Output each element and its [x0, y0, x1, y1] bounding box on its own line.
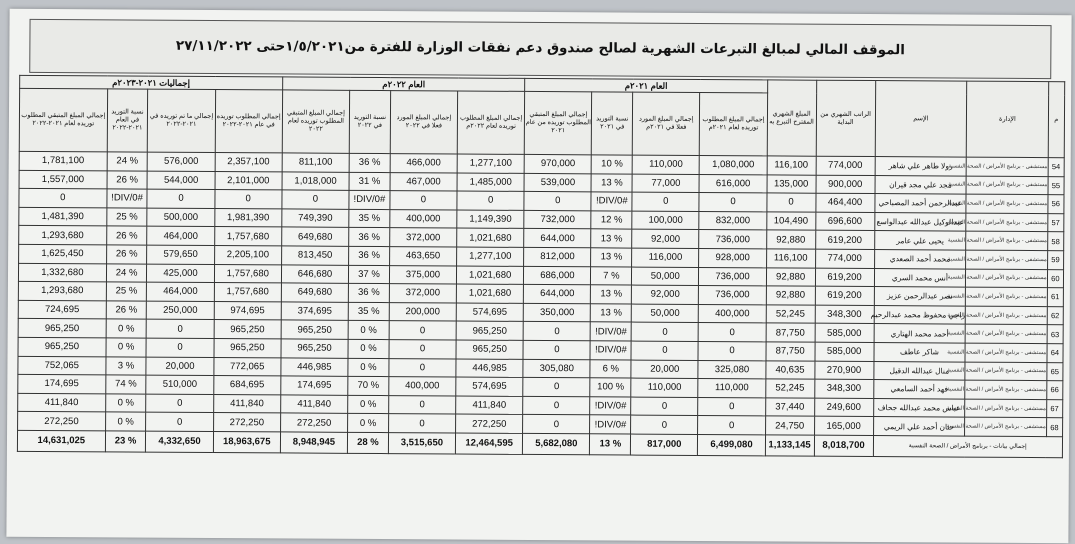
row-y21-paid: 92,000	[632, 285, 699, 304]
row-y22-pct: % 0	[348, 358, 389, 377]
row-y21-required: 736,000	[699, 267, 766, 286]
row-y22-remain: 749,390	[282, 209, 349, 228]
row-y21-remain: 539,000	[524, 173, 591, 192]
row-y21-required: 0	[699, 323, 766, 342]
total-c3: % 13	[590, 434, 631, 455]
row-name: منال عبدالله الدقيل	[873, 361, 965, 380]
row-y22-paid: 467,000	[390, 172, 457, 191]
row-y22-paid: 400,000	[389, 377, 456, 396]
row-tot-remain: 174,695	[18, 374, 106, 393]
row-y22-remain: 965,250	[281, 320, 348, 339]
col-y21-paid: إجمالي المبلغ المورد فعلا في ٢٠٢١م	[632, 92, 700, 155]
row-tot-required: 272,250	[213, 413, 280, 432]
row-name: أحمد محمد الهتاري	[874, 324, 966, 343]
row-monthly: 37,440	[765, 398, 814, 417]
row-number: 67	[1046, 399, 1062, 418]
col-dept: الإدارة	[966, 81, 1048, 157]
row-y22-pct: #DIV/0!	[349, 191, 390, 210]
row-y21-pct: #DIV/0!	[590, 415, 631, 434]
col-tot-paid: إجمالي ما تم توريده في ٢٠٢١-٢٠٢٢	[148, 89, 216, 152]
row-monthly: 92,880	[766, 267, 815, 286]
row-tot-required: 2,205,100	[214, 245, 281, 264]
row-y22-paid: 372,000	[390, 228, 457, 247]
row-tot-paid: 250,000	[147, 301, 214, 320]
total-label: إجمالي بيانات - برنامج الأمراض / الصحة النفسية	[873, 435, 1063, 457]
row-dept: مستشفى - برنامج الأمراض / الصحة النفسية	[965, 380, 1047, 399]
row-tot-remain: 0	[19, 189, 107, 208]
row-y22-paid: 375,000	[389, 265, 456, 284]
row-y22-required: 0	[457, 191, 524, 210]
row-name: محمد أحمد الصعدي	[874, 250, 966, 269]
row-y22-pct: % 31	[349, 172, 390, 191]
row-y22-remain: 649,680	[282, 227, 349, 246]
row-tot-required: 772,065	[214, 357, 281, 376]
row-name: يحيى علي عامر	[874, 231, 966, 250]
row-number: 56	[1048, 195, 1064, 214]
row-y21-pct: #DIV/0!	[590, 341, 631, 360]
row-y21-remain: 0	[523, 415, 590, 434]
row-y22-remain: 813,450	[281, 246, 348, 265]
row-y21-required: 325,080	[698, 360, 765, 379]
row-number: 64	[1047, 344, 1063, 363]
row-tot-remain: 1,781,100	[19, 151, 107, 170]
row-tot-paid: 0	[146, 394, 213, 413]
row-tot-required: 965,250	[214, 338, 281, 357]
row-number: 65	[1047, 362, 1063, 381]
row-tot-pct: % 26	[107, 170, 148, 189]
row-salary: 585,000	[815, 324, 874, 343]
row-y22-paid: 0	[389, 321, 456, 340]
row-monthly: 135,000	[767, 174, 816, 193]
row-y21-remain: 644,000	[524, 285, 591, 304]
row-name: أنس محمد السري	[874, 268, 966, 287]
row-salary: 585,000	[815, 342, 874, 361]
row-y22-remain: 446,985	[281, 357, 348, 376]
row-number: 54	[1048, 158, 1064, 177]
row-y22-pct: % 36	[349, 228, 390, 247]
row-y21-remain: 812,000	[524, 247, 591, 266]
document-sheet	[6, 9, 1071, 543]
row-monthly: 52,245	[765, 379, 814, 398]
row-y22-required: 1,485,000	[457, 173, 524, 192]
row-tot-required: 1,757,680	[214, 283, 281, 302]
row-salary: 165,000	[814, 416, 873, 435]
row-salary: 619,200	[815, 231, 874, 250]
row-y21-required: 616,000	[699, 174, 766, 193]
row-name: عباس محمد عبدالله جحاف	[873, 398, 965, 417]
row-tot-pct: % 24	[107, 152, 148, 171]
row-tot-paid: 510,000	[146, 375, 213, 394]
row-salary: 348,300	[815, 305, 874, 324]
row-salary: 774,000	[815, 249, 874, 268]
row-salary: 249,600	[814, 398, 873, 417]
row-tot-paid: 0	[146, 412, 213, 431]
row-y21-required: 832,000	[699, 211, 766, 230]
row-y21-pct: % 10	[592, 155, 633, 174]
col-y21-remain: إجمالي المبلغ المتبقي المطلوب توريده من عام ٢٠٢١	[525, 91, 593, 154]
row-monthly: 87,750	[766, 342, 815, 361]
row-y21-required: 736,000	[699, 230, 766, 249]
row-y22-pct: % 35	[348, 302, 389, 321]
row-tot-pct: % 26	[106, 245, 147, 264]
col-y22-pct: نسبة التوريد في ٢٠٢٢	[349, 90, 390, 153]
row-tot-pct: % 0	[105, 394, 146, 413]
row-y22-pct: % 0	[348, 321, 389, 340]
row-tot-remain: 1,332,680	[18, 263, 106, 282]
row-dept: مستشفى - برنامج الأمراض / الصحة النفسية	[965, 306, 1047, 325]
total-c12: 14,631,025	[17, 430, 105, 452]
row-tot-remain: 1,293,680	[19, 226, 107, 245]
row-name: نصر عبدالرحمن عزيز	[874, 287, 966, 306]
row-y22-paid: 0	[388, 414, 455, 433]
row-dept: مستشفى - برنامج الأمراض / الصحة النفسية	[965, 417, 1047, 436]
row-tot-remain: 1,293,680	[18, 281, 106, 300]
row-y22-remain: 646,680	[281, 264, 348, 283]
total-c4: 5,682,080	[523, 433, 590, 454]
row-y21-pct: % 7	[591, 266, 632, 285]
row-y22-pct: % 36	[349, 153, 390, 172]
row-number: 68	[1046, 418, 1062, 437]
row-monthly: 87,750	[766, 323, 815, 342]
row-monthly: 40,635	[766, 360, 815, 379]
row-monthly: 92,880	[766, 286, 815, 305]
row-tot-pct: % 24	[106, 263, 147, 282]
row-y22-remain: 174,695	[281, 376, 348, 395]
row-number: 58	[1047, 232, 1063, 251]
row-y21-paid: 116,000	[632, 248, 699, 267]
row-y21-remain: 0	[523, 340, 590, 359]
row-y22-required: 1,277,100	[457, 154, 524, 173]
row-y21-paid: 0	[631, 415, 698, 434]
row-name: عبدالرحمن أحمد المصباحي	[874, 194, 966, 213]
row-salary: 619,200	[815, 268, 874, 287]
row-y21-pct: #DIV/0!	[591, 322, 632, 341]
row-y21-paid: 77,000	[632, 174, 699, 193]
row-y21-pct: % 6	[590, 359, 631, 378]
row-y21-required: 400,000	[699, 304, 766, 323]
col-y22-paid: إجمالي المبلغ المورد فعلا في ٢٠٢٢	[390, 91, 458, 154]
row-number: 61	[1047, 288, 1063, 307]
row-y22-paid: 463,650	[389, 247, 456, 266]
row-y22-pct: % 35	[349, 209, 390, 228]
row-y21-pct: #DIV/0!	[590, 397, 631, 416]
row-tot-remain: 1,625,450	[19, 244, 107, 263]
row-tot-pct: % 74	[105, 375, 146, 394]
row-name: فهد أحمد السامعي	[873, 380, 965, 399]
row-tot-required: 1,757,680	[214, 227, 281, 246]
row-y22-required: 574,695	[456, 377, 523, 396]
page-title: الموقف المالي لمبالغ التبرعات الشهرية لصالح صندوق دعم نفقات الوزارة للفترة من١/٥/٢٠٢١حتى ٢٧/١١/٢٠٢٢	[175, 37, 905, 59]
row-y21-pct: % 13	[591, 304, 632, 323]
row-y22-required: 1,021,680	[457, 228, 524, 247]
row-y22-required: 446,985	[456, 359, 523, 378]
col-y21-required: إجمالي المبلغ المطلوب توريده لعام ٢٠٢١م	[700, 92, 768, 155]
row-tot-required: 411,840	[213, 394, 280, 413]
row-y21-paid: 0	[631, 397, 698, 416]
row-dept: مستشفى - برنامج الأمراض / الصحة النفسية	[965, 399, 1047, 418]
row-monthly: 52,245	[766, 305, 815, 324]
row-y22-remain: 374,695	[281, 302, 348, 321]
row-y21-pct: % 13	[591, 248, 632, 267]
row-number: 57	[1047, 213, 1063, 232]
row-y21-required: 0	[698, 341, 765, 360]
row-salary: 464,400	[815, 193, 874, 212]
row-y21-remain: 0	[523, 396, 590, 415]
total-monthly: 1,133,145	[765, 435, 814, 456]
row-number: 55	[1048, 176, 1064, 195]
row-y22-paid: 466,000	[390, 154, 457, 173]
row-dept: مستشفى - برنامج الأمراض / الصحة النفسية	[966, 213, 1048, 232]
row-monthly: 24,750	[765, 416, 814, 435]
row-y21-paid: 100,000	[632, 211, 699, 230]
row-dept: مستشفى - برنامج الأمراض / الصحة النفسية	[966, 176, 1048, 195]
row-y22-paid: 0	[388, 395, 455, 414]
row-y21-pct: #DIV/0!	[591, 192, 632, 211]
row-tot-remain: 272,250	[18, 412, 106, 431]
col-y22-required: إجمالي المبلغ المطلوب توريده لعام ٢٠٢٢م	[457, 91, 525, 154]
row-dept: مستشفى - برنامج الأمراض / الصحة النفسية	[965, 343, 1047, 362]
row-y22-remain: 811,100	[282, 153, 349, 172]
row-y22-remain: 272,250	[280, 413, 347, 432]
row-name: راجي محفوظ محمد عبدالرحيم	[874, 305, 966, 324]
row-y22-required: 574,695	[456, 303, 523, 322]
row-y22-required: 272,250	[456, 414, 523, 433]
row-y22-required: 965,250	[456, 321, 523, 340]
row-y22-paid: 0	[390, 191, 457, 210]
row-tot-pct: % 0	[106, 338, 147, 357]
row-y21-paid: 0	[631, 341, 698, 360]
row-y22-paid: 0	[389, 340, 456, 359]
row-y21-required: 0	[698, 397, 765, 416]
total-c8: 8,948,945	[280, 432, 347, 453]
row-tot-required: 2,357,100	[215, 153, 282, 172]
row-monthly: 0	[767, 193, 816, 212]
col-name: الإسم	[875, 81, 967, 158]
row-y21-paid: 110,000	[631, 378, 698, 397]
row-name: حنان أحمد علي الريمي	[873, 417, 965, 436]
total-c10: 4,332,650	[146, 431, 213, 452]
row-name: شاكر عاطف	[874, 342, 966, 361]
row-y22-pct: % 36	[349, 246, 390, 265]
row-tot-required: 684,695	[213, 376, 280, 395]
total-c7: % 28	[348, 432, 389, 453]
row-y21-pct: % 100	[590, 378, 631, 397]
row-tot-pct: % 25	[106, 282, 147, 301]
row-y21-paid: 92,000	[632, 229, 699, 248]
group-totals: إجماليات ٢٠٢١-٢٠٢٣م	[20, 75, 283, 90]
row-y21-required: 110,000	[698, 379, 765, 398]
row-y21-paid: 20,000	[631, 360, 698, 379]
row-tot-paid: 500,000	[147, 208, 214, 227]
total-c11: % 23	[105, 431, 146, 452]
row-dept: مستشفى - برنامج الأمراض / الصحة النفسية	[966, 287, 1048, 306]
row-tot-paid: 0	[146, 338, 213, 357]
row-tot-required: 974,695	[214, 301, 281, 320]
row-y21-paid: 50,000	[632, 267, 699, 286]
row-tot-remain: 965,250	[18, 337, 106, 356]
row-name: مجد علي مجد قيران	[875, 175, 967, 194]
row-tot-remain: 965,250	[18, 319, 106, 338]
col-tot-required: إجمالي المطلوب توريده في عام ٢٠٢١-٢٠٢٢	[215, 90, 283, 153]
row-y21-required: 1,080,000	[700, 155, 767, 174]
row-salary: 270,900	[814, 361, 873, 380]
row-y22-required: 1,149,390	[457, 210, 524, 229]
total-c2: 817,000	[631, 434, 698, 455]
row-tot-remain: 752,065	[18, 356, 106, 375]
row-dept: مستشفى - برنامج الأمراض / الصحة النفسية	[966, 157, 1048, 176]
row-tot-pct: % 0	[105, 412, 146, 431]
row-salary: 619,200	[815, 286, 874, 305]
row-tot-required: 965,250	[214, 320, 281, 339]
row-y22-pct: % 70	[348, 376, 389, 395]
total-c9: 18,963,675	[213, 431, 280, 452]
row-y21-remain: 644,000	[524, 229, 591, 248]
row-y22-pct: % 0	[348, 414, 389, 433]
row-y21-required: 736,000	[699, 286, 766, 305]
row-tot-paid: 579,650	[147, 245, 214, 264]
row-y21-pct: % 13	[591, 285, 632, 304]
row-salary: 900,000	[816, 175, 875, 194]
row-tot-required: 2,101,000	[215, 171, 282, 190]
row-tot-remain: 1,481,390	[19, 207, 107, 226]
row-monthly: 116,100	[766, 249, 815, 268]
row-y22-pct: % 36	[348, 283, 389, 302]
row-tot-paid: 425,000	[147, 264, 214, 283]
row-y22-pct: % 37	[349, 265, 390, 284]
row-y22-paid: 400,000	[390, 209, 457, 228]
row-y22-required: 1,021,680	[456, 284, 523, 303]
row-tot-paid: 0	[147, 189, 214, 208]
total-salary: 8,018,700	[814, 435, 873, 456]
row-y21-paid: 0	[631, 322, 698, 341]
total-c6: 3,515,650	[388, 432, 455, 453]
row-y22-remain: 411,840	[281, 395, 348, 414]
total-c1: 6,499,080	[698, 434, 765, 455]
row-tot-paid: 464,000	[147, 226, 214, 245]
row-name: عبدالوكيل عبدالله عبدالواسع	[874, 212, 966, 231]
row-y22-pct: % 0	[348, 395, 389, 414]
row-y22-remain: 649,680	[281, 283, 348, 302]
col-y22-remain: إجمالي المبلغ المتبقي المطلوب توريده لعام ٢٠٢٢	[282, 90, 350, 153]
row-tot-required: 1,757,680	[214, 264, 281, 283]
group-2022: العام ٢٠٢٢م	[283, 77, 525, 91]
table-body	[18, 151, 1065, 436]
row-y22-remain: 1,018,000	[282, 172, 349, 191]
row-y22-remain: 965,250	[281, 339, 348, 358]
row-monthly: 104,490	[766, 212, 815, 231]
row-salary: 348,300	[814, 379, 873, 398]
row-dept: مستشفى - برنامج الأمراض / الصحة النفسية	[965, 324, 1047, 343]
row-y21-remain: 732,000	[524, 210, 591, 229]
row-y22-paid: 372,000	[389, 284, 456, 303]
col-monthly: المبلغ الشهري المقترح التبرع به	[767, 80, 816, 156]
row-y22-required: 1,021,680	[456, 266, 523, 285]
row-y21-paid: 110,000	[632, 155, 699, 174]
row-dept: مستشفى - برنامج الأمراض / الصحة النفسية	[965, 362, 1047, 381]
title-box	[29, 19, 1051, 79]
row-dept: مستشفى - برنامج الأمراض / الصحة النفسية	[966, 231, 1048, 250]
row-monthly: 92,880	[766, 230, 815, 249]
row-y22-required: 965,250	[456, 340, 523, 359]
donations-table	[17, 75, 1065, 458]
row-number: 62	[1047, 306, 1063, 325]
row-number: 60	[1047, 269, 1063, 288]
row-tot-remain: 411,840	[18, 393, 106, 412]
row-tot-pct: % 25	[106, 208, 147, 227]
row-salary: 774,000	[816, 156, 875, 175]
row-y22-paid: 200,000	[389, 302, 456, 321]
row-tot-paid: 0	[147, 319, 214, 338]
row-tot-paid: 544,000	[147, 171, 214, 190]
row-tot-pct: % 26	[106, 301, 147, 320]
row-y22-remain: 0	[282, 190, 349, 209]
row-tot-pct: % 3	[106, 356, 147, 375]
row-salary: 696,600	[815, 212, 874, 231]
row-tot-paid: 576,000	[148, 152, 215, 171]
col-salary: الراتب الشهري من البداية	[816, 80, 876, 156]
col-y21-pct: نسبة التوريد في ٢٠٢١	[592, 92, 633, 155]
row-y21-required: 0	[698, 416, 765, 435]
row-y22-paid: 0	[389, 358, 456, 377]
row-y21-remain: 350,000	[523, 303, 590, 322]
row-y21-remain: 686,000	[524, 266, 591, 285]
row-y21-paid: 50,000	[631, 304, 698, 323]
row-y21-pct: % 13	[591, 229, 632, 248]
row-y22-required: 411,840	[456, 396, 523, 415]
row-y21-pct: % 13	[591, 173, 632, 192]
row-tot-pct: #DIV/0!	[107, 189, 148, 208]
row-y21-pct: % 12	[591, 211, 632, 230]
row-number: 59	[1047, 251, 1063, 270]
row-tot-remain: 724,695	[18, 300, 106, 319]
row-y21-remain: 0	[523, 378, 590, 397]
row-tot-pct: % 26	[106, 226, 147, 245]
row-tot-remain: 1,557,000	[19, 170, 107, 189]
row-tot-paid: 464,000	[147, 282, 214, 301]
row-y21-required: 0	[699, 193, 766, 212]
row-y21-remain: 970,000	[524, 154, 591, 173]
row-tot-paid: 20,000	[146, 357, 213, 376]
row-number: 63	[1047, 325, 1063, 344]
row-y21-required: 928,000	[699, 248, 766, 267]
row-tot-required: 0	[215, 190, 282, 209]
row-y21-remain: 0	[523, 322, 590, 341]
row-y21-remain: 0	[524, 192, 591, 211]
row-y22-pct: % 0	[348, 339, 389, 358]
group-2021: العام ٢٠٢١م	[525, 78, 767, 92]
row-dept: مستشفى - برنامج الأمراض / الصحة النفسية	[966, 269, 1048, 288]
col-num: م	[1048, 82, 1065, 158]
row-tot-required: 1,981,390	[214, 208, 281, 227]
row-y21-remain: 305,080	[523, 359, 590, 378]
row-monthly: 116,100	[767, 156, 816, 175]
row-name: رولا طاهر علي شاهر	[875, 157, 967, 176]
total-c5: 12,464,595	[455, 433, 522, 454]
row-y21-paid: 0	[632, 192, 699, 211]
row-dept: مستشفى - برنامج الأمراض / الصحة النفسية	[966, 250, 1048, 269]
col-tot-pct: نسبة التوريد في العام ٢٠٢١-٢٠٢٢	[107, 89, 148, 152]
col-tot-remain: إجمالي المبلغ المتبقي المطلوب توريده لعام ٢٠٢١-٢٠٢٢	[19, 88, 107, 152]
row-tot-pct: % 0	[106, 319, 147, 338]
row-y22-required: 1,277,100	[457, 247, 524, 266]
row-dept: مستشفى - برنامج الأمراض / الصحة النفسية	[966, 194, 1048, 213]
row-number: 66	[1046, 381, 1062, 400]
